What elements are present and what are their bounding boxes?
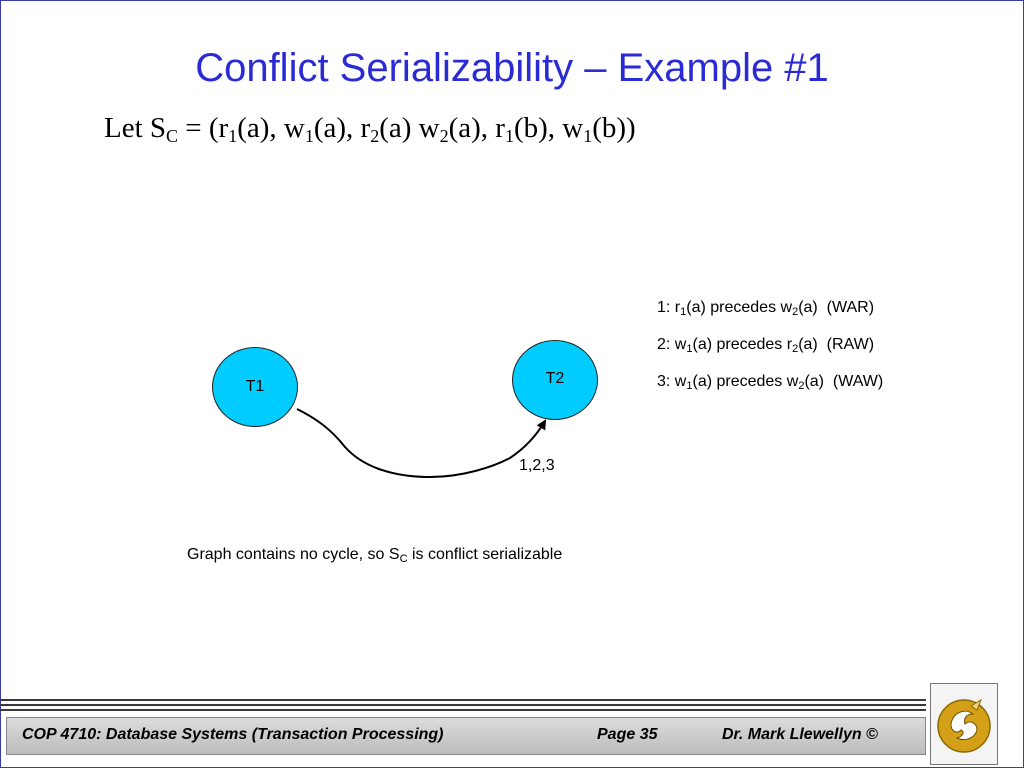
legend-sub: 2 <box>792 306 799 318</box>
formula-part: (a) w <box>379 112 440 144</box>
slide-title: Conflict Serializability – Example #1 <box>195 46 829 90</box>
conclusion-after: is conflict serializable <box>407 546 563 563</box>
formula-part: (b)) <box>592 112 636 144</box>
legend-sub: 2 <box>798 380 805 392</box>
formula-prefix: Let S <box>104 112 167 144</box>
legend-tail: (a) <box>804 373 824 390</box>
footer-page-number: Page 35 <box>597 726 658 743</box>
node-t1 <box>212 347 298 427</box>
formula-sub: 1 <box>504 126 514 146</box>
formula-sub: 2 <box>370 126 380 146</box>
footer-author: Dr. Mark Llewellyn © <box>722 726 878 743</box>
formula-part: (a), w <box>237 112 305 144</box>
legend-item <box>657 333 883 370</box>
formula-sub: 1 <box>228 126 238 146</box>
edge-t1-t2 <box>297 409 545 477</box>
conclusion-before: Graph contains no cycle, so S <box>187 546 400 563</box>
ucf-pegasus-logo <box>930 683 998 765</box>
formula-part: (a), r <box>448 112 505 144</box>
formula-sub: 1 <box>583 126 593 146</box>
legend-type: (RAW) <box>826 336 875 353</box>
legend-op: r <box>674 299 681 316</box>
legend-type: (WAR) <box>826 299 875 316</box>
legend-op: w <box>674 373 687 390</box>
formula-sub: 1 <box>304 126 314 146</box>
legend-item <box>657 370 883 407</box>
conclusion-text <box>187 546 562 564</box>
formula-part: (a), r <box>313 112 371 144</box>
legend-sub: 1 <box>686 380 693 392</box>
footer-rule-lines <box>0 699 926 713</box>
node-t1-label: T1 <box>245 378 265 395</box>
pegasus-logo-icon <box>931 684 997 764</box>
node-t2-label: T2 <box>545 370 565 387</box>
legend-num: 1: <box>657 299 671 316</box>
legend-item <box>657 296 883 333</box>
footer-course: COP 4710: Database Systems (Transaction Processing) <box>22 726 444 743</box>
legend-num: 2: <box>657 336 671 353</box>
legend-mid: (a) precedes w <box>686 299 793 316</box>
conflict-legend <box>657 296 883 407</box>
formula-part: (b), w <box>513 112 584 144</box>
legend-type: (WAW) <box>832 373 884 390</box>
formula-sub: 2 <box>439 126 449 146</box>
legend-tail: (a) <box>798 299 818 316</box>
formula-part: = (r <box>178 112 229 144</box>
conclusion-sub: C <box>399 553 408 565</box>
legend-sub: 2 <box>792 343 799 355</box>
edge-label: 1,2,3 <box>519 457 555 474</box>
legend-sub: 1 <box>680 306 687 318</box>
legend-num: 3: <box>657 373 671 390</box>
legend-sub: 1 <box>686 343 693 355</box>
formula-s-sub: C <box>166 126 179 146</box>
legend-mid: (a) precedes r <box>692 336 793 353</box>
node-t2 <box>512 340 598 420</box>
legend-tail: (a) <box>798 336 818 353</box>
legend-mid: (a) precedes w <box>692 373 799 390</box>
legend-op: w <box>674 336 687 353</box>
